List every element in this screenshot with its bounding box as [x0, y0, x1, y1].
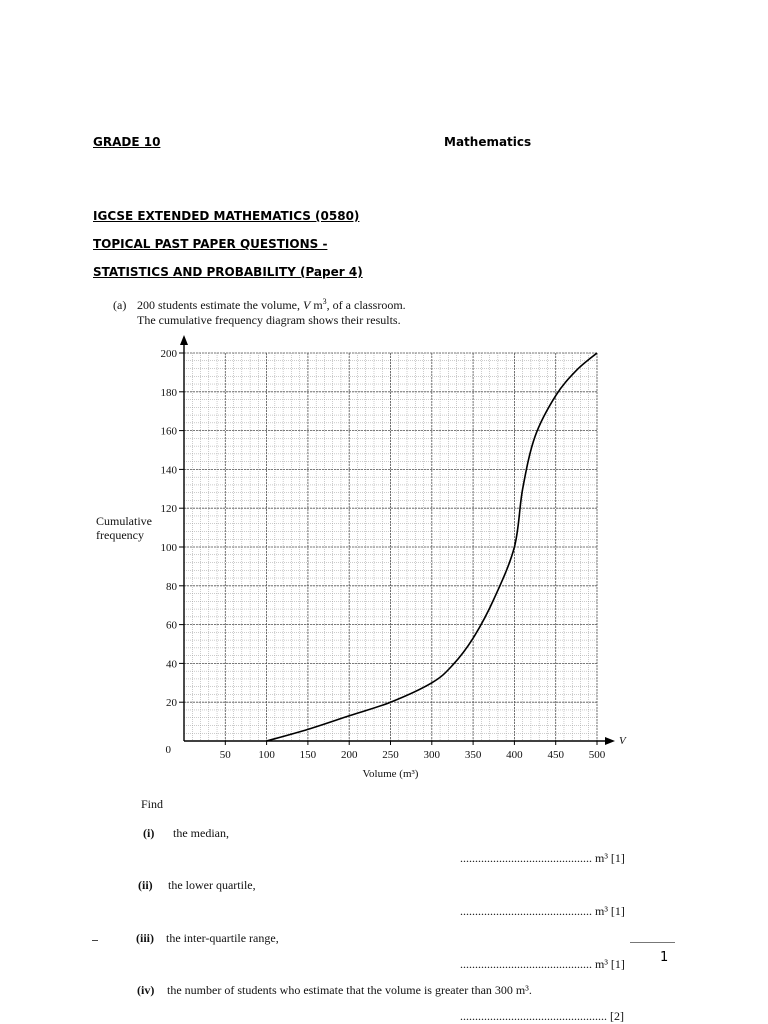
y-tick-label: 40 — [166, 658, 177, 671]
answer-dots-i: ............................................ — [460, 851, 592, 865]
x-axis-label: Volume (m³) — [362, 768, 419, 780]
answer-unit-iii: m³ [1] — [595, 957, 625, 971]
x-tick-label: 350 — [464, 749, 482, 761]
question-line1-sup: 3 — [322, 297, 327, 306]
part-iv-num: (iv) — [137, 983, 155, 997]
answer-line-iii — [460, 957, 625, 972]
y-tick-label: 140 — [160, 464, 177, 477]
part-ii-text: the lower quartile, — [168, 878, 256, 892]
part-iv-text: the number of students who estimate that the volume is greater than 300 m³. — [167, 983, 532, 997]
answer-line-ii — [460, 904, 625, 919]
part-iii — [136, 931, 279, 946]
x-tick-label: 200 — [340, 749, 358, 761]
y-tick-label: 160 — [160, 425, 177, 438]
answer-unit-ii: m³ [1] — [595, 904, 625, 918]
part-ii-num: (ii) — [138, 878, 153, 892]
footer-rule — [630, 942, 675, 943]
y-tick-label: 80 — [166, 580, 177, 593]
margin-dash — [92, 940, 98, 941]
subject-label: Mathematics — [444, 135, 532, 149]
y-axis-label-line1: Cumulative — [96, 514, 152, 529]
part-ii — [138, 878, 256, 893]
page-number: 1 — [660, 950, 669, 965]
part-i — [143, 826, 229, 841]
answer-unit-iv: [2] — [610, 1009, 624, 1023]
x-tick-label: 100 — [258, 749, 275, 761]
y-tick-label: 0 — [165, 744, 171, 756]
x-tick-label: 150 — [299, 749, 317, 761]
question-label: (a) — [113, 298, 127, 312]
answer-dots-ii: ............................................ — [460, 904, 592, 918]
question-intro — [113, 294, 406, 328]
grade-label: GRADE 10 — [93, 135, 161, 149]
x-tick-label: 50 — [219, 749, 231, 761]
section-title: STATISTICS AND PROBABILITY (Paper 4) — [93, 265, 363, 279]
question-line1-a: 200 students estimate the volume, — [137, 298, 303, 312]
course-title: IGCSE EXTENDED MATHEMATICS (0580) — [93, 209, 360, 223]
topical-title: TOPICAL PAST PAPER QUESTIONS - — [93, 237, 328, 251]
question-variable: V — [302, 298, 311, 312]
x-tick-label: 300 — [423, 749, 441, 761]
y-tick-label: 180 — [160, 386, 177, 399]
axes — [180, 335, 615, 745]
y-tick-label: 20 — [166, 697, 177, 710]
x-tick-label: 450 — [547, 749, 564, 761]
y-axis-label-line2: frequency — [96, 528, 144, 543]
x-tick-label: 400 — [506, 749, 523, 761]
question-line1-b: m — [310, 298, 323, 312]
answer-line-i — [460, 851, 625, 866]
x-tick-label: 500 — [588, 749, 606, 761]
question-line2: The cumulative frequency diagram shows their results. — [137, 313, 401, 327]
question-line1-c: , of a classroom. — [326, 298, 406, 312]
answer-dots-iv: ................................................. — [460, 1009, 607, 1023]
y-tick-label: 100 — [160, 542, 177, 554]
y-axis-arrow — [180, 335, 188, 345]
answer-unit-i: m³ [1] — [595, 851, 625, 865]
part-i-num: (i) — [143, 826, 155, 840]
x-tick-label: 250 — [382, 749, 399, 761]
y-tick-label: 60 — [166, 619, 177, 632]
part-iii-text: the inter-quartile range, — [166, 931, 279, 945]
cumulative-frequency-chart — [92, 330, 632, 790]
x-axis-arrow — [605, 737, 615, 745]
part-iv — [137, 983, 532, 998]
y-tick-label: 120 — [160, 503, 177, 516]
x-axis-variable: V — [619, 735, 626, 747]
y-tick-label: 200 — [160, 348, 177, 360]
find-label: Find — [141, 797, 164, 811]
part-iii-num: (iii) — [136, 931, 154, 945]
answer-dots-iii: ............................................ — [460, 957, 592, 971]
answer-line-iv — [460, 1009, 624, 1024]
part-i-text: the median, — [173, 826, 229, 840]
